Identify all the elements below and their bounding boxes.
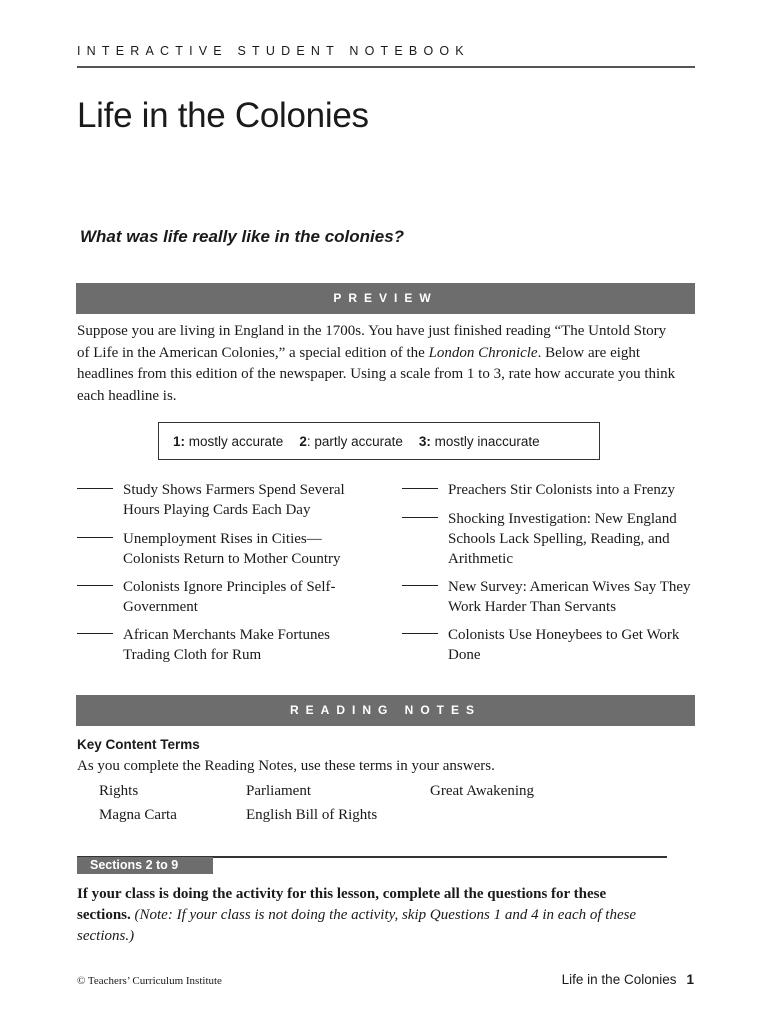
scale-label: mostly accurate bbox=[185, 433, 284, 449]
preview-intro bbox=[77, 321, 677, 407]
scale-label: : partly accurate bbox=[306, 433, 403, 449]
headline-text: Shocking Investigation: New England Schools Lack Spelling, Reading, and Arithmetic bbox=[448, 511, 677, 567]
rating-blank[interactable] bbox=[77, 480, 113, 489]
headline-item bbox=[402, 577, 693, 617]
page-number: 1 bbox=[686, 972, 694, 987]
rating-blank[interactable] bbox=[77, 625, 113, 634]
rating-blank[interactable] bbox=[402, 480, 438, 489]
rating-blank[interactable] bbox=[402, 625, 438, 634]
rating-blank[interactable] bbox=[77, 577, 113, 586]
sections-instructions bbox=[77, 884, 637, 947]
key-term: English Bill of Rights bbox=[246, 807, 378, 823]
headline-text: Study Shows Farmers Spend Several Hours Playing Cards Each Day bbox=[123, 482, 345, 518]
key-terms-intro: As you complete the Reading Notes, use these terms in your answers. bbox=[77, 758, 495, 774]
scale-num: 3: bbox=[418, 433, 431, 449]
key-term: Rights bbox=[99, 783, 139, 799]
scale-label: mostly inaccurate bbox=[430, 433, 540, 449]
headline-item bbox=[402, 625, 693, 665]
headline-text: Unemployment Rises in Cities— Colonists Return to Mother Country bbox=[123, 531, 341, 567]
rating-blank[interactable] bbox=[402, 577, 438, 586]
instructions-note: (Note: If your class is not doing the activity, skip Questions 1 and 4 in each of these sections.) bbox=[77, 907, 637, 944]
intro-text-1: Suppose you are living in England in the 1700s. You have just finished reading “The Untold Story of Life in the American Colonies,” a special edition of the bbox=[77, 323, 667, 361]
reading-notes-band: READING NOTES bbox=[76, 695, 695, 726]
scale-num: 1: bbox=[173, 433, 186, 449]
headline-text: Colonists Ignore Principles of Self-Government bbox=[123, 579, 336, 615]
preview-band: PREVIEW bbox=[76, 283, 695, 314]
headline-item bbox=[77, 529, 368, 569]
notebook-header: INTERACTIVE STUDENT NOTEBOOK bbox=[77, 44, 470, 58]
footer-title: Life in the Colonies bbox=[561, 972, 677, 987]
scale-num: 2 bbox=[299, 433, 307, 449]
headline-item bbox=[402, 480, 693, 500]
rating-blank[interactable] bbox=[77, 529, 113, 538]
key-term: Parliament bbox=[246, 783, 311, 799]
page-title: Life in the Colonies bbox=[77, 96, 369, 135]
key-term: Magna Carta bbox=[99, 807, 177, 823]
rating-blank[interactable] bbox=[402, 509, 438, 518]
scale-item-1 bbox=[173, 434, 283, 449]
instructions-bold: If your class is doing the activity for this lesson, complete all the questions for these sections. bbox=[77, 886, 607, 923]
headline-text: Preachers Stir Colonists into a Frenzy bbox=[448, 482, 676, 498]
key-terms-heading: Key Content Terms bbox=[77, 737, 200, 752]
headline-text: New Survey: American Wives Say They Work Harder Than Servants bbox=[448, 579, 691, 615]
scale-item-3 bbox=[419, 434, 540, 449]
scale-item-2 bbox=[299, 434, 403, 449]
sections-tab: Sections 2 to 9 bbox=[77, 857, 213, 874]
headline-text: Colonists Use Honeybees to Get Work Done bbox=[448, 627, 680, 663]
headline-item bbox=[402, 509, 693, 569]
footer-page-info bbox=[562, 972, 694, 987]
headline-item bbox=[77, 625, 368, 665]
footer-copyright: © Teachers’ Curriculum Institute bbox=[77, 975, 222, 987]
headline-item bbox=[77, 480, 368, 520]
header-rule bbox=[77, 66, 695, 68]
headline-item bbox=[77, 577, 368, 617]
headline-text: African Merchants Make Fortunes Trading Cloth for Rum bbox=[123, 627, 331, 663]
essential-question: What was life really like in the colonies? bbox=[80, 227, 405, 246]
intro-text-2: . Below are eight headlines from this edition of the newspaper. Using a scale from 1 to 3, rate how accurate you think each headline is. bbox=[77, 344, 676, 404]
rating-scale-box bbox=[158, 422, 600, 460]
key-term: Great Awakening bbox=[430, 783, 535, 799]
intro-publication: London Chronicle bbox=[428, 344, 538, 361]
